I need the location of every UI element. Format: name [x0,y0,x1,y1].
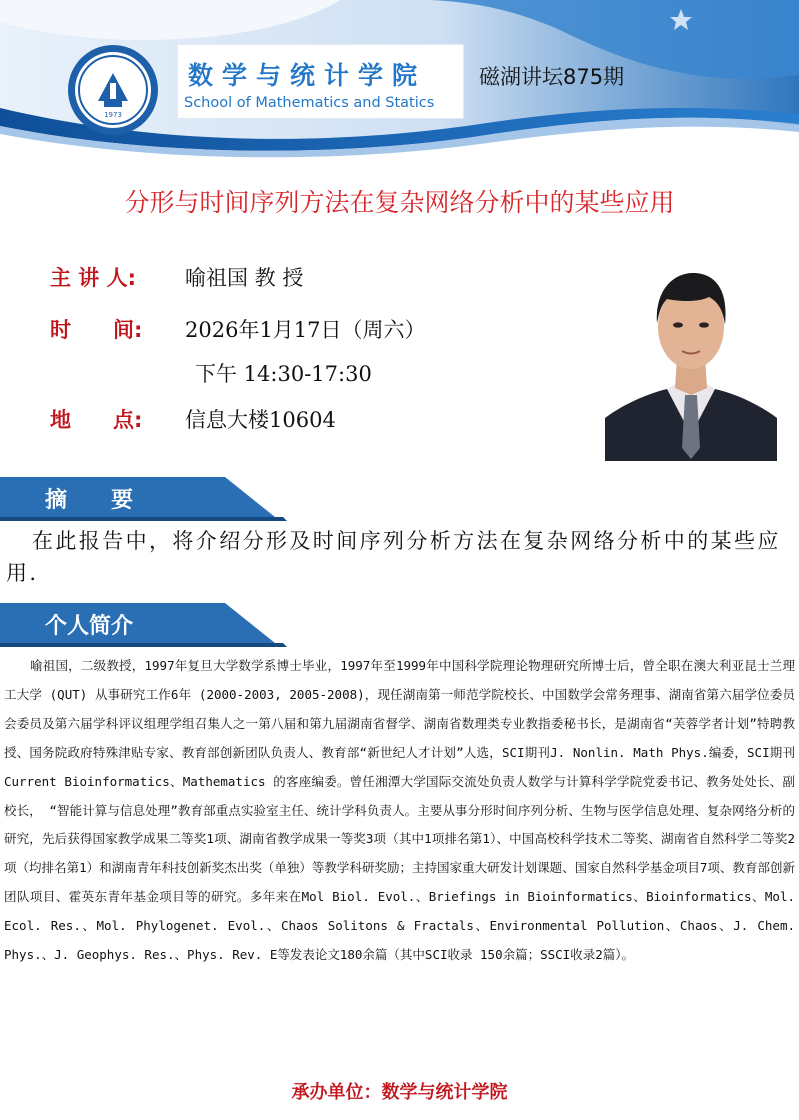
place-row [50,404,336,434]
forum-issue: 磁湖讲坛875期 [479,65,625,89]
speaker-photo [605,243,777,461]
school-name-cn: 数学与统计学院 [188,61,427,90]
abstract-heading: 摘 要 [45,488,134,513]
bio-text: 喻祖国，二级教授，1997年复旦大学数学系博士毕业，1997年至1999年中国科学院理论物理研究所博士后，曾全职在澳大利亚昆士兰理工大学 (QUT) 从事研究工作6年 (2000-2003, 2005-2008)，现任湖南第一师范学院校长、中国数学会常务理事、湖南省第六届学位委员会委员及第六届学科评议组理学组召集人之一第八届和第九届湖南省督学、湖南省数理类专业教指委秘书长，是湖南省“芙蓉学者计划”特聘教授、国务院政府特殊津贴专家、教育部创新团队负责人、教育部“新世纪人才计划”人选，SCI期刊J. Nonlin. Math Phys.编委，SCI期刊Current Bioinformatics、Mathematics 的客座编委。曾任湘潭大学国际交流处负责人数学与计算科学学院党委书记、教务处处长、副校长， “智能计算与信息处理”教育部重点实验室主任、统计学科负责人。主要从事分形时间序列分析、生物与医学信息处理、复杂网络分析的研究，先后获得国家教学成果二等奖1项、湖南省教学成果一等奖3项（其中1项排名第1）、中国高校科学技术二等奖、湖南省自然科学二等奖2项（均排名第1）和湖南青年科技创新奖杰出奖（单独）等教学科研奖励；主持国家重大研发计划课题、国家自然科学基金项目7项、教育部创新团队项目、霍英东青年基金项目等的研究。多年来在Mol Biol. Evol.、Briefings in Bioinformatics、Bioinformatics、Mol. Ecol. Res.、Mol. Phylogenet. Evol.、Chaos Solitons & Fractals、Environmental Pollution、Chaos、J. Chem. Phys.、J. Geophys. Res.、Phys. Rev. E等发表论文180余篇（其中SCI收录 150余篇；SSCI收录2篇）。 [4,658,795,963]
time-row [50,314,426,344]
place-label: 地 点: [50,408,143,432]
abstract-text: 在此报告中，将介绍分形及时间序列分析方法在复杂网络分析中的某些应用. [6,529,781,585]
abstract-heading-bar [0,477,300,521]
lecture-title: 分形与时间序列方法在复杂网络分析中的某些应用 [124,188,675,217]
time-value-row [195,358,372,388]
bio-heading: 个人简介 [45,614,134,639]
host-organizer: 承办单位：数学与统计学院 [291,1082,508,1103]
date-value: 2026年1月17日（周六） [185,318,426,342]
university-logo [66,43,160,137]
time-value: 下午 14:30-17:30 [195,362,372,386]
place-value: 信息大楼10604 [185,408,336,432]
logo-year: 1973 [104,111,122,119]
school-name-en: School of Mathematics and Statics [184,95,435,111]
speaker-name: 喻祖国 教 授 [185,266,304,290]
bio-heading-bar [0,603,300,647]
time-label: 时 间: [50,318,143,342]
speaker-row [50,262,303,292]
speaker-label: 主 讲 人: [50,266,137,290]
school-name-box [177,44,464,119]
